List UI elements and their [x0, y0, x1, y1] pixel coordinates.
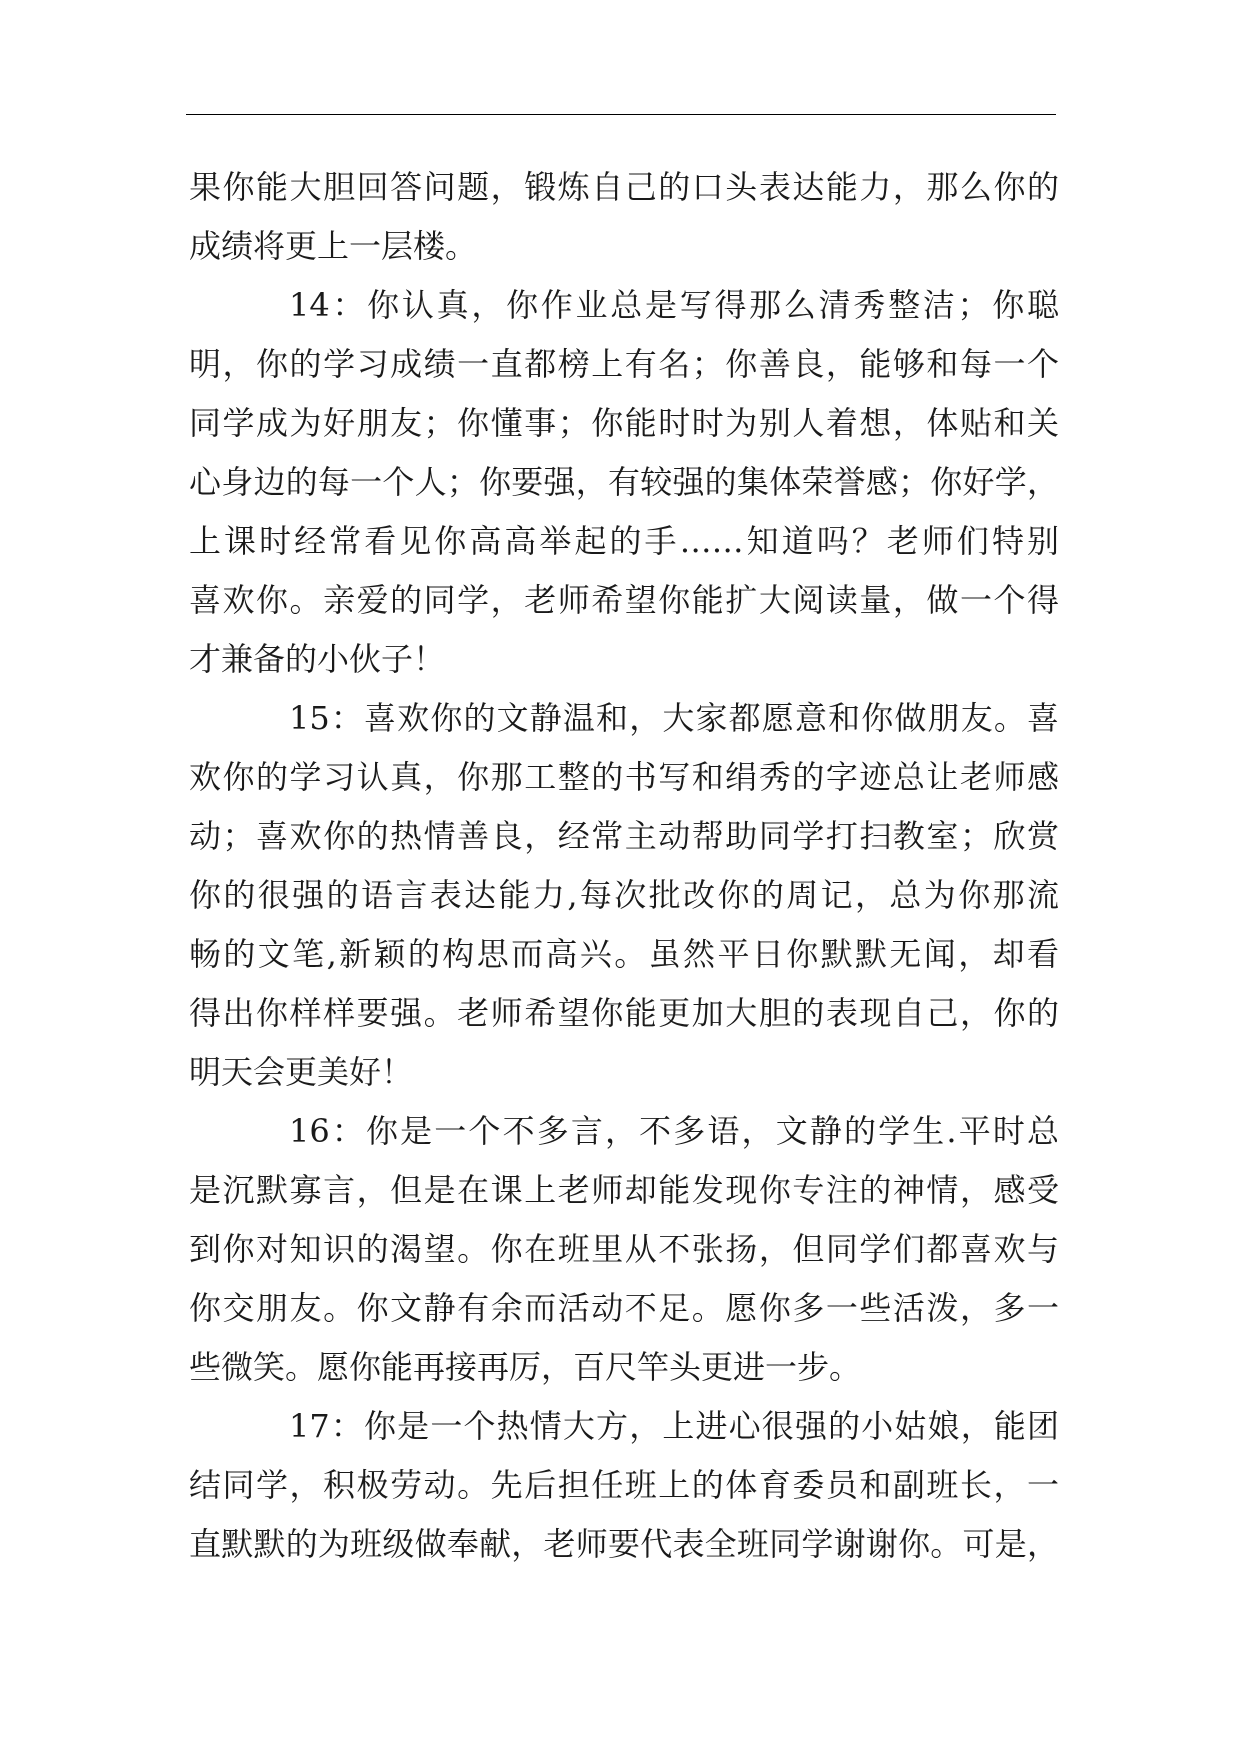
text-line: 同学成为好朋友；你懂事；你能时时为别人着想，体贴和关: [189, 404, 1059, 442]
text-line: 是沉默寡言，但是在课上老师却能发现你专注的神情，感受: [189, 1171, 1059, 1209]
text-line: 你交朋友。你文静有余而活动不足。愿你多一些活泼，多一: [189, 1289, 1059, 1327]
document-body: [189, 158, 1059, 1574]
text-line: 果你能大胆回答问题，锻炼自己的口头表达能力，那么你的: [189, 168, 1059, 206]
text-line: 结同学，积极劳动。先后担任班上的体育委员和副班长，一: [189, 1466, 1059, 1504]
text-line: 你的很强的语言表达能力,每次批改你的周记，总为你那流: [189, 876, 1059, 914]
text-line: 明，你的学习成绩一直都榜上有名；你善良，能够和每一个: [189, 345, 1059, 383]
header-divider: [186, 114, 1056, 115]
text-line: 才兼备的小伙子！: [189, 640, 446, 678]
text-line: 些微笑。愿你能再接再厉，百尺竿头更进一步。: [189, 1348, 862, 1386]
paragraph-start-16: 16：你是一个不多言，不多语，文静的学生.平时总: [289, 1112, 1059, 1150]
text-line: 欢你的学习认真，你那工整的书写和绢秀的字迹总让老师感: [189, 758, 1059, 796]
text-line: 到你对知识的渴望。你在班里从不张扬，但同学们都喜欢与: [189, 1230, 1059, 1268]
paragraph-start-17: 17：你是一个热情大方，上进心很强的小姑娘，能团: [289, 1407, 1059, 1445]
text-line: 畅的文笔,新颖的构思而高兴。虽然平日你默默无闻，却看: [189, 935, 1059, 973]
paragraph-start-15: 15：喜欢你的文静温和，大家都愿意和你做朋友。喜: [289, 699, 1059, 737]
text-line: 明天会更美好！: [189, 1053, 414, 1091]
text-line: 动；喜欢你的热情善良，经常主动帮助同学打扫教室；欣赏: [189, 817, 1059, 855]
text-line: 得出你样样要强。老师希望你能更加大胆的表现自己，你的: [189, 994, 1059, 1032]
text-line: 心身边的每一个人；你要强，有较强的集体荣誉感；你好学，: [189, 463, 1059, 501]
text-line: 喜欢你。亲爱的同学，老师希望你能扩大阅读量，做一个得: [189, 581, 1059, 619]
text-line: 成绩将更上一层楼。: [189, 227, 478, 265]
text-line: 上课时经常看见你高高举起的手……知道吗？老师们特别: [189, 522, 1059, 560]
paragraph-start-14: 14：你认真，你作业总是写得那么清秀整洁；你聪: [289, 286, 1059, 324]
text-line: 直默默的为班级做奉献，老师要代表全班同学谢谢你。可是，: [189, 1525, 1059, 1563]
